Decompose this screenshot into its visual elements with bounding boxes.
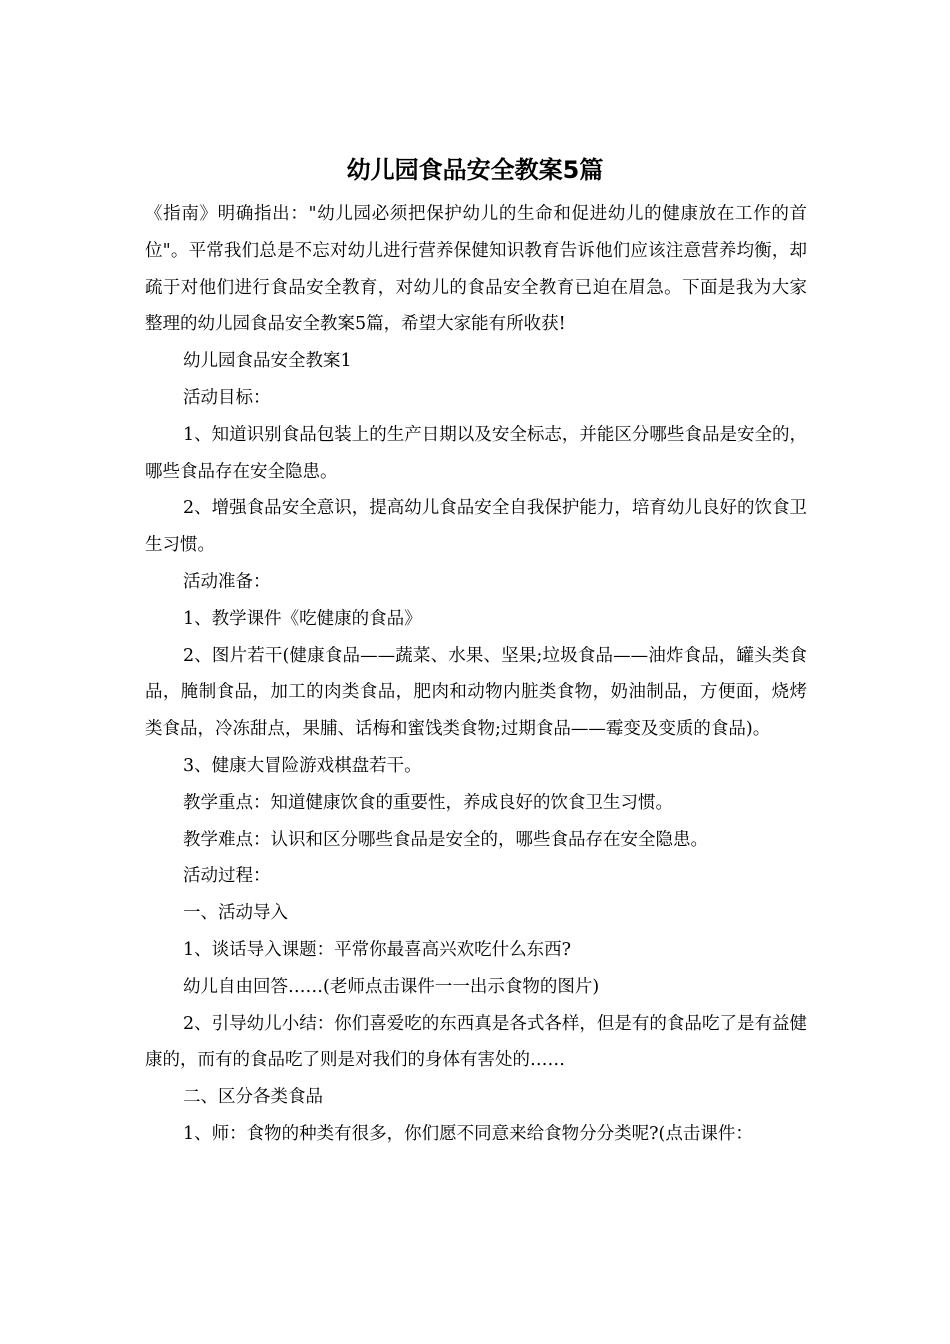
document-title: 幼儿园食品安全教案5篇 <box>346 156 604 184</box>
document-body <box>145 196 807 1153</box>
paragraph: 一、活动导入 <box>183 903 288 924</box>
paragraph: 活动准备： <box>183 571 271 592</box>
paragraph: 活动过程： <box>183 866 271 887</box>
paragraph: 2、增强食品安全意识，提高幼儿食品安全自我保护能力，培育幼儿良好的饮食卫生习惯。 <box>145 498 807 556</box>
paragraph: 2、图片若干(健康食品——蔬菜、水果、坚果;垃圾食品——油炸食品，罐头类食品，腌制食品，加工的肉类食品，肥肉和动物内脏类食物，奶油制品，方便面，烧烤类食品，冷冻甜点，果脯、话梅和蜜饯类食物;过期食品——霉变及变质的食品)。 <box>145 645 807 740</box>
paragraph: 幼儿自由回答……(老师点击课件一一出示食物的图片) <box>183 976 600 997</box>
paragraph: 二、区分各类食品 <box>183 1087 323 1108</box>
paragraph: 活动目标： <box>183 387 271 408</box>
paragraph: 2、引导幼儿小结：你们喜爱吃的东西真是各式各样，但是有的食品吃了是有益健康的，而有的食品吃了则是对我们的身体有害处的…… <box>145 1013 807 1071</box>
paragraph: 1、知道识别食品包装上的生产日期以及安全标志，并能区分哪些食品是安全的，哪些食品存在安全隐患。 <box>145 424 807 482</box>
paragraph: 1、师：食物的种类有很多，你们愿不同意来给食物分分类呢?(点击课件： <box>183 1123 753 1144</box>
paragraph: 1、谈话导入课题：平常你最喜高兴欢吃什么东西? <box>183 939 572 960</box>
paragraph: 3、健康大冒险游戏棋盘若干。 <box>183 755 422 776</box>
paragraph: 1、教学课件《吃健康的食品》 <box>183 608 422 629</box>
paragraph: 教学重点：知道健康饮食的重要性，养成良好的饮食卫生习惯。 <box>183 792 673 813</box>
paragraph: 《指南》明确指出："幼儿园必须把保护幼儿的生命和促进幼儿的健康放在工作的首位"。平常我们总是不忘对幼儿进行营养保健知识教育告诉他们应该注意营养均衡，却疏于对他们进行食品安全教育，对幼儿的食品安全教育已迫在眉急。下面是我为大家整理的幼儿园食品安全教案5篇，希望大家能有所收获! <box>145 204 807 335</box>
paragraph: 教学难点：认识和区分哪些食品是安全的，哪些食品存在安全隐患。 <box>183 829 708 850</box>
paragraph: 幼儿园食品安全教案1 <box>183 351 352 372</box>
